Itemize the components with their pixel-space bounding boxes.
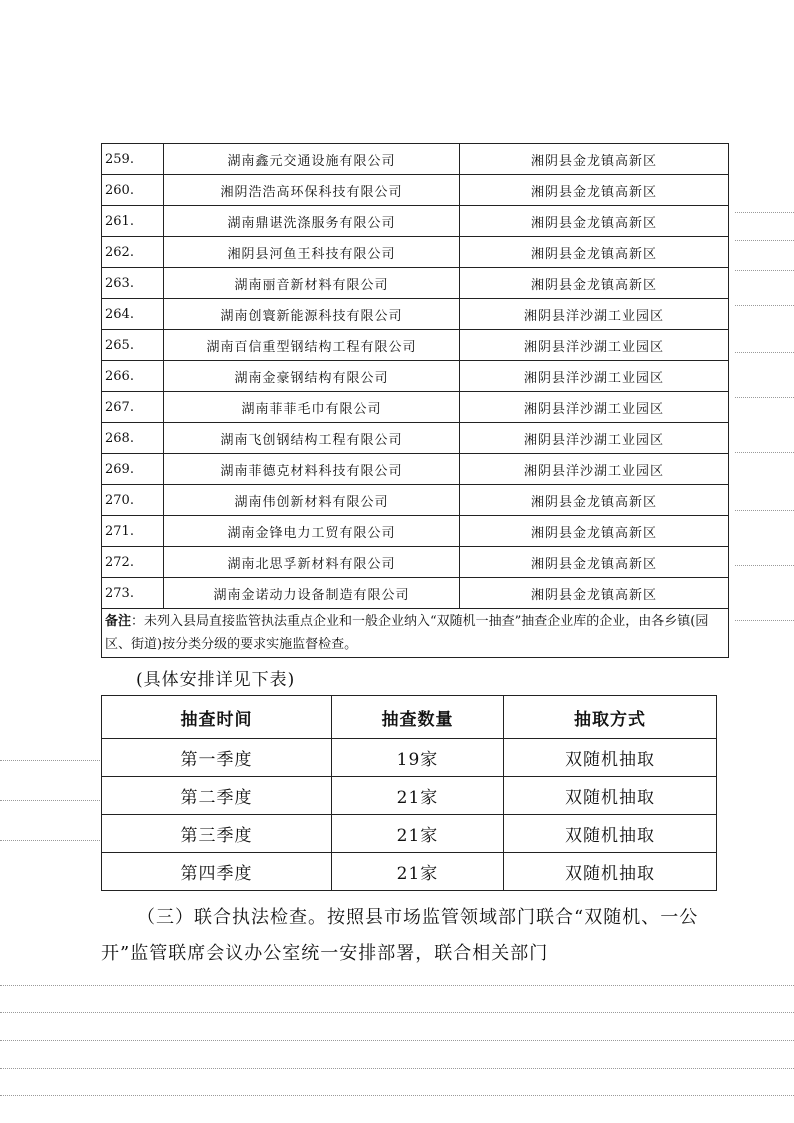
table-row	[102, 361, 729, 392]
quarter-cell: 第四季度	[102, 853, 332, 891]
company-list-table	[101, 143, 729, 658]
company-location: 湘阴县金龙镇高新区	[460, 485, 729, 516]
company-location: 湘阴县金龙镇高新区	[460, 547, 729, 578]
method-cell: 双随机抽取	[504, 815, 717, 853]
row-number: 270.	[102, 485, 164, 516]
margin-dots	[0, 1040, 794, 1041]
note-row	[102, 609, 729, 658]
table-row	[102, 853, 717, 891]
table-row	[102, 330, 729, 361]
company-name: 湖南百信重型钢结构工程有限公司	[164, 330, 460, 361]
company-name: 湖南伟创新材料有限公司	[164, 485, 460, 516]
row-number: 268.	[102, 423, 164, 454]
table-row	[102, 392, 729, 423]
method-cell: 双随机抽取	[504, 853, 717, 891]
note-label: 备注	[105, 614, 132, 629]
margin-dots	[735, 565, 794, 566]
body-paragraph: （三）联合执法检查。按照县市场监管领域部门联合“双随机、一公开”监管联席会议办公室统一安排部署，联合相关部门	[101, 907, 699, 964]
row-number: 271.	[102, 516, 164, 547]
company-name: 湖南鼎谌洗涤服务有限公司	[164, 206, 460, 237]
quarter-cell: 第一季度	[102, 739, 332, 777]
table-row	[102, 299, 729, 330]
header-method: 抽取方式	[504, 696, 717, 739]
table-row	[102, 423, 729, 454]
row-number: 264.	[102, 299, 164, 330]
table-row	[102, 815, 717, 853]
company-name: 湖南鑫元交通设施有限公司	[164, 144, 460, 175]
method-cell: 双随机抽取	[504, 777, 717, 815]
quantity-cell: 21家	[332, 853, 504, 891]
company-location: 湘阴县金龙镇高新区	[460, 144, 729, 175]
margin-dots	[735, 212, 794, 213]
company-location: 湘阴县洋沙湖工业园区	[460, 330, 729, 361]
row-number: 266.	[102, 361, 164, 392]
row-number: 267.	[102, 392, 164, 423]
row-number: 265.	[102, 330, 164, 361]
table-row	[102, 144, 729, 175]
margin-dots	[735, 270, 794, 271]
table-row	[102, 237, 729, 268]
row-number: 261.	[102, 206, 164, 237]
company-name: 湘阴县河鱼王科技有限公司	[164, 237, 460, 268]
margin-dots	[735, 620, 794, 621]
row-number: 272.	[102, 547, 164, 578]
margin-dots	[0, 985, 794, 986]
company-name: 湖南金豪钢结构有限公司	[164, 361, 460, 392]
margin-dots	[0, 840, 100, 841]
header-quantity: 抽查数量	[332, 696, 504, 739]
quarter-cell: 第三季度	[102, 815, 332, 853]
table-row	[102, 547, 729, 578]
margin-dots	[735, 240, 794, 241]
company-location: 湘阴县金龙镇高新区	[460, 268, 729, 299]
table-row	[102, 175, 729, 206]
margin-dots	[0, 1095, 794, 1096]
quantity-cell: 19家	[332, 739, 504, 777]
company-name: 湖南金诺动力设备制造有限公司	[164, 578, 460, 609]
margin-dots	[0, 1068, 794, 1069]
company-name: 湖南菲菲毛巾有限公司	[164, 392, 460, 423]
schedule-table	[101, 695, 717, 891]
company-location: 湘阴县金龙镇高新区	[460, 206, 729, 237]
margin-dots	[0, 1012, 794, 1013]
header-time: 抽查时间	[102, 696, 332, 739]
company-name: 湖南丽音新材料有限公司	[164, 268, 460, 299]
company-name: 湖南飞创钢结构工程有限公司	[164, 423, 460, 454]
row-number: 269.	[102, 454, 164, 485]
company-location: 湘阴县洋沙湖工业园区	[460, 299, 729, 330]
row-number: 273.	[102, 578, 164, 609]
company-location: 湘阴县洋沙湖工业园区	[460, 454, 729, 485]
table-row	[102, 454, 729, 485]
margin-dots	[735, 452, 794, 453]
table-row	[102, 578, 729, 609]
quantity-cell: 21家	[332, 815, 504, 853]
note-cell	[102, 609, 729, 658]
method-cell: 双随机抽取	[504, 739, 717, 777]
margin-dots	[0, 800, 100, 801]
row-number: 263.	[102, 268, 164, 299]
company-location: 湘阴县金龙镇高新区	[460, 578, 729, 609]
company-name: 湖南菲德克材料科技有限公司	[164, 454, 460, 485]
row-number: 262.	[102, 237, 164, 268]
schedule-header-row	[102, 696, 717, 739]
company-name: 湖南北思孚新材料有限公司	[164, 547, 460, 578]
row-number: 259.	[102, 144, 164, 175]
table-row	[102, 268, 729, 299]
company-location: 湘阴县金龙镇高新区	[460, 516, 729, 547]
company-name: 湖南金锋电力工贸有限公司	[164, 516, 460, 547]
quarter-cell: 第二季度	[102, 777, 332, 815]
table-row	[102, 777, 717, 815]
company-location: 湘阴县金龙镇高新区	[460, 237, 729, 268]
company-location: 湘阴县洋沙湖工业园区	[460, 392, 729, 423]
row-number: 260.	[102, 175, 164, 206]
margin-dots	[0, 760, 100, 761]
table-row	[102, 739, 717, 777]
table-row	[102, 516, 729, 547]
schedule-intro: (具体安排详见下表)	[136, 670, 296, 690]
company-location: 湘阴县洋沙湖工业园区	[460, 361, 729, 392]
margin-dots	[735, 352, 794, 353]
margin-dots	[735, 510, 794, 511]
company-list-body	[102, 144, 729, 658]
margin-dots	[735, 397, 794, 398]
note-text: ：未列入县局直接监管执法重点企业和一般企业纳入“双随机一抽查”抽查企业库的企业，由各乡镇(园区、街道)按分类分级的要求实施监督检查。	[105, 614, 709, 652]
margin-dots	[735, 305, 794, 306]
company-location: 湘阴县金龙镇高新区	[460, 175, 729, 206]
company-name: 湘阴浩浩高环保科技有限公司	[164, 175, 460, 206]
company-location: 湘阴县洋沙湖工业园区	[460, 423, 729, 454]
table-row	[102, 206, 729, 237]
company-name: 湖南创寰新能源科技有限公司	[164, 299, 460, 330]
quantity-cell: 21家	[332, 777, 504, 815]
table-row	[102, 485, 729, 516]
